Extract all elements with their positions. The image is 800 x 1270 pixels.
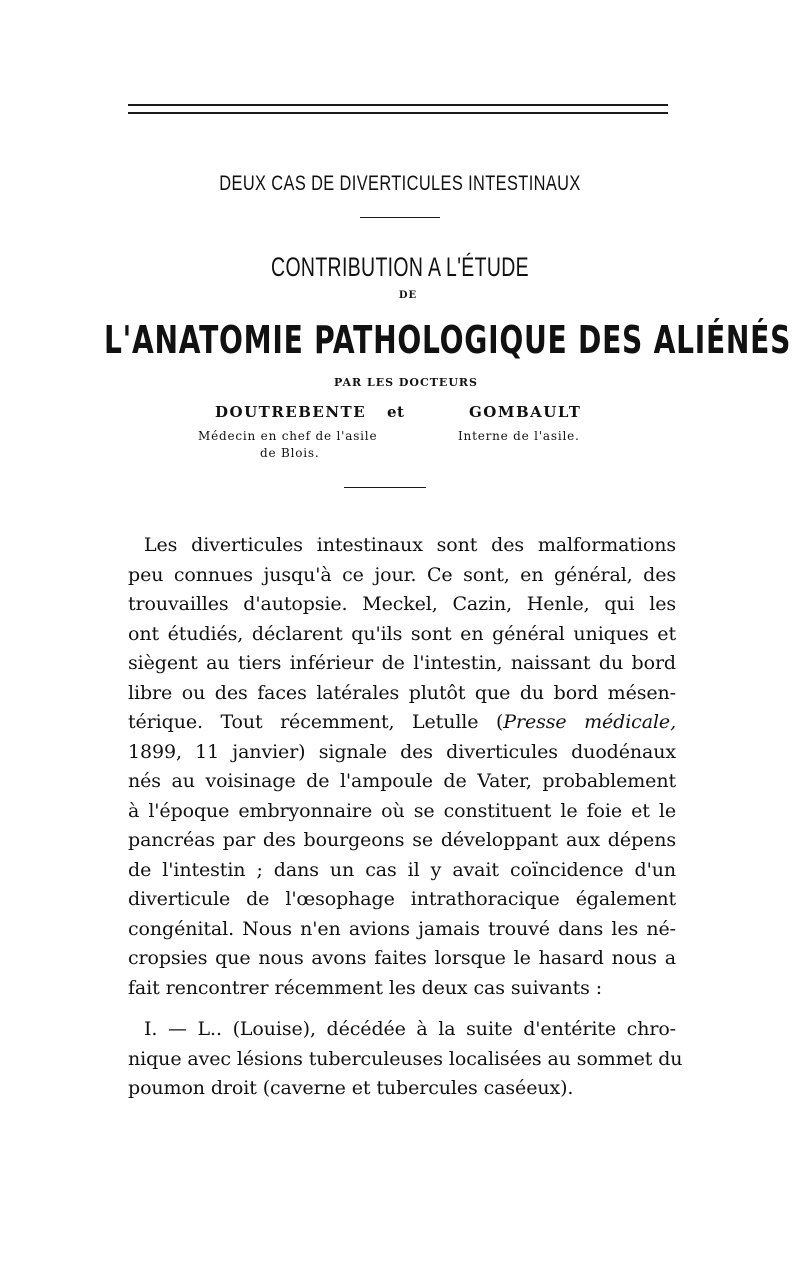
text-line: poumon droit (caverne et tubercules caséeux). xyxy=(128,1077,574,1099)
text-line: congénital. Nous n'en avions jamais trouvé dans les né- xyxy=(128,917,676,940)
text-line: fait rencontrer récemment les deux cas suivants : xyxy=(128,976,603,999)
author-role-gombault: Interne de l'asile. xyxy=(458,429,580,443)
text-line: nique avec lésions tuberculeuses localisées au sommet du xyxy=(128,1047,683,1070)
text-line: peu connues jusqu'à ce jour. Ce sont, en général, des xyxy=(128,563,676,586)
main-title: L'ANATOMIE PATHOLOGIQUE DES ALIÉNÉS xyxy=(104,318,792,362)
text-line: libre ou des faces latérales plutôt que du bord mésen- xyxy=(128,681,676,704)
author-gombault: GOMBAULT xyxy=(469,403,582,421)
citation-journal: Presse médicale, xyxy=(503,711,677,733)
text-line: Les diverticules intestinaux sont des malformations xyxy=(144,534,676,556)
text-line-with-citation xyxy=(128,708,676,738)
text-fragment: térique. Tout récemment, Letulle xyxy=(128,711,479,733)
text-line: I. — L.. (Louise), décédée à la suite d'entérite chro- xyxy=(144,1018,676,1040)
paragraph-case-one xyxy=(128,1015,683,1104)
author-conjunction: et xyxy=(387,403,405,421)
text-line: siègent au tiers inférieur de l'intestin, naissant du bord xyxy=(128,652,676,674)
author-role-doutrebente: Médecin en chef de l'asile xyxy=(198,429,378,443)
running-title: DEUX CAS DE DIVERTICULES INTESTINAUX xyxy=(219,172,581,195)
par-les-docteurs: PAR LES DOCTEURS xyxy=(334,376,478,389)
title-separator xyxy=(360,217,440,218)
text-line: trouvailles d'autopsie. Meckel, Cazin, Henle, qui les xyxy=(128,593,676,615)
text-line: pancréas par des bourgeons se développant aux dépens xyxy=(128,829,676,851)
author-doutrebente: DOUTREBENTE xyxy=(215,403,367,421)
author-role-doutrebente-place: de Blois. xyxy=(260,446,320,460)
top-rule-lower xyxy=(128,112,668,114)
paragraph-introduction xyxy=(128,531,676,1003)
top-rule-upper xyxy=(128,104,668,106)
citation-open-paren: ( xyxy=(495,711,504,733)
text-line: cropsies que nous avons faites lorsque le hasard nous a xyxy=(128,947,676,969)
contribution-heading: CONTRIBUTION A L'ÉTUDE xyxy=(271,252,529,282)
author-separator xyxy=(344,487,426,488)
text-line: diverticule de l'œsophage intrathoracique également xyxy=(128,888,676,910)
text-line: nés au voisinage de l'ampoule de Vater, probablement xyxy=(128,770,676,792)
text-line: à l'époque embryonnaire où se constituent le foie et le xyxy=(128,799,676,822)
text-line: 1899, 11 janvier) signale des diverticules duodénaux xyxy=(128,740,676,763)
de-word: DE xyxy=(398,290,418,301)
text-line: ont étudiés, déclarent qu'ils sont en général uniques et xyxy=(128,622,676,645)
text-line: de l'intestin ; dans un cas il y avait coïncidence d'un xyxy=(128,858,676,881)
